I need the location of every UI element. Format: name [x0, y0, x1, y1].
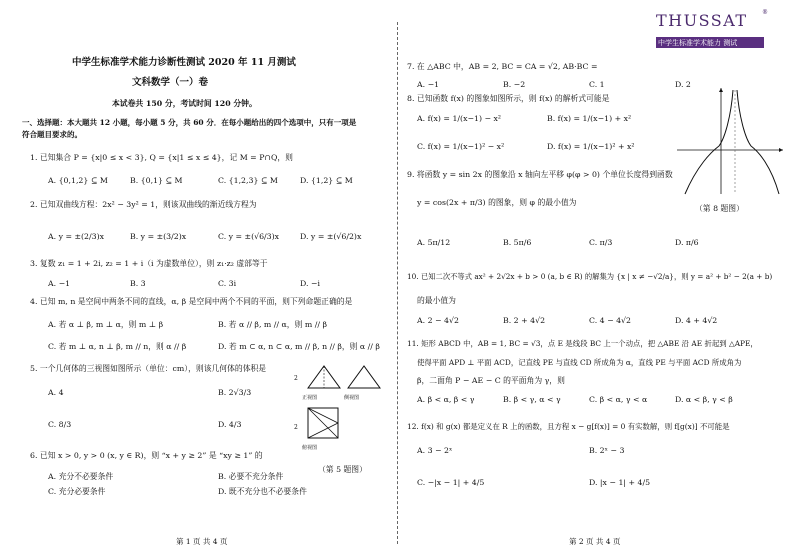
section-heading: 一、选择题：本大题共 12 小题，每小题 5 分，共 60 分．在每小题给出的四个选项中，只有一项是	[22, 118, 357, 127]
q8-option-b: B. f(x) = 1/(x−1) + x²	[547, 114, 632, 123]
question-3: 3. 复数 z₁ = 1 + 2i, z₂ = 1 + i（i 为虚数单位），则 z₁·z₂ 虚部等于	[30, 259, 268, 268]
q1-option-d: D. {1,2} ⊆ M	[300, 176, 353, 185]
question-10-cont: 的最小值为	[417, 296, 456, 305]
q1-option-a: A. {0,1,2} ⊆ M	[48, 176, 108, 185]
q7-option-c: C. 1	[589, 80, 605, 89]
q7-option-a: A. −1	[417, 80, 440, 89]
q9-option-a: A. 5π/12	[417, 238, 451, 247]
q3-option-b: B. 3	[130, 279, 146, 288]
q7-option-b: B. −2	[503, 80, 526, 89]
q3-option-c: C. 3i	[218, 279, 237, 288]
page-1-footer: 第 1 页 共 4 页	[176, 537, 228, 546]
question-11-cont: 使得平面 APD ⊥ 平面 ACD，记直线 PE 与直线 CD 所成角为 α，直线 PE 与平面 ACD 所成角为	[417, 358, 742, 367]
q9-option-b: B. 5π/6	[503, 238, 532, 247]
question-11-cont-2: β，二面角 P − AE − C 的平面角为 γ，则	[417, 376, 565, 385]
q8-option-a: A. f(x) = 1/(x−1) − x²	[417, 114, 502, 123]
q5-option-b: B. 2√3/3	[218, 388, 252, 397]
question-8: 8. 已知函数 f(x) 的图象如图所示，则 f(x) 的解析式可能是	[407, 94, 610, 103]
q11-option-a: A. β < α, β < γ	[417, 395, 475, 404]
q4-option-b: B. 若 α // β, m // α，则 m // β	[218, 320, 327, 329]
q3-option-a: A. −1	[48, 279, 71, 288]
q6-option-c: C. 充分必要条件	[48, 487, 106, 496]
q5-option-d: D. 4/3	[218, 420, 242, 429]
question-1: 1. 已知集合 P = {x|0 ≤ x < 3}, Q = {x|1 ≤ x ≤ 4}，记 M = P∩Q，则	[30, 153, 293, 162]
q5-option-a: A. 4	[48, 388, 64, 397]
q12-option-a: A. 3 − 2ˣ	[417, 446, 453, 455]
q5-side-view-label: 侧视图	[344, 395, 360, 401]
q11-option-b: B. β < γ, α < γ	[503, 395, 561, 404]
exam-info: 本试卷共 150 分，考试时间 120 分钟。	[112, 99, 257, 108]
q6-option-d: D. 既不充分也不必要条件	[218, 487, 307, 496]
q10-option-a: A. 2 − 4√2	[417, 316, 459, 325]
q1-option-c: C. {1,2,3} ⊆ M	[218, 176, 278, 185]
section-heading-cont: 符合题目要求的。	[22, 130, 82, 139]
question-4: 4. 已知 m, n 是空间中两条不同的直线，α, β 是空间中两个不同的平面，则下列命题正确的是	[30, 297, 353, 306]
q12-option-c: C. −|x − 1| + 4/5	[417, 478, 485, 487]
logo-subtitle: 中学生标准学术能力 测试	[658, 39, 738, 47]
question-5: 5. 一个几何体的三视图如图所示（单位：cm），则该几何体的体积是	[30, 364, 267, 373]
q10-option-b: B. 2 + 4√2	[503, 316, 546, 325]
q8-caption: （第 8 题图）	[695, 204, 744, 213]
q11-option-c: C. β < α, γ < α	[589, 395, 648, 404]
page-2-footer: 第 2 页 共 4 页	[569, 537, 621, 546]
q11-option-d: D. α < β, γ < β	[675, 395, 733, 404]
question-11: 11. 矩形 ABCD 中，AB = 1, BC = √3，点 E 是线段 BC 上一个动点，把 △ABE 沿 AE 折起到 △APE，	[407, 339, 758, 348]
q5-dimension-label: 2	[294, 375, 298, 382]
question-9: 9. 将函数 y = sin 2x 的图象沿 x 轴向左平移 φ(φ > 0) 个单位长度得到函数	[407, 170, 673, 179]
registered-mark: ®	[762, 9, 768, 16]
q12-option-b: B. 2ˣ − 3	[589, 446, 625, 455]
q4-option-c: C. 若 m ⊥ α, n ⊥ β, m // n，则 α // β	[48, 342, 187, 351]
question-2: 2. 已知双曲线方程：2x² − 3y² = 1，则该双曲线的渐近线方程为	[30, 200, 257, 209]
question-6: 6. 已知 x > 0, y > 0 (x, y ∈ R)，则 “x + y ≥ 2” 是 “xy ≥ 1” 的	[30, 451, 263, 460]
q6-option-a: A. 充分不必要条件	[48, 472, 114, 481]
question-10: 10. 已知二次不等式 ax² + 2√2x + b > 0 (a, b ∈ R) 的解集为 {x | x ≠ −√2/a}，则 y = a² + b² − 2(a + b)	[407, 272, 773, 281]
q2-option-c: C. y = ±(√6/3)x	[218, 232, 280, 241]
q5-three-view-figure	[290, 360, 390, 472]
question-7: 7. 在 △ABC 中，AB = 2, BC = CA = √2, AB·BC =	[407, 62, 598, 71]
q9-option-c: C. π/3	[589, 238, 613, 247]
q2-option-d: D. y = ±(√6/2)x	[300, 232, 362, 241]
q3-option-d: D. −i	[300, 279, 320, 288]
q4-option-d: D. 若 m ⊂ α, n ⊂ α, m // β, n // β，则 α // β	[218, 342, 380, 351]
exam-title: 中学生标准学术能力诊断性测试 2020 年 11 月测试	[72, 57, 296, 68]
q8-function-graph	[675, 86, 785, 198]
q1-option-b: B. {0,1} ⊆ M	[130, 176, 183, 185]
q5-front-view-label: 正视图	[302, 395, 318, 401]
q4-option-a: A. 若 α ⊥ β, m ⊥ α，则 m ⊥ β	[48, 320, 164, 329]
q10-option-d: D. 4 + 4√2	[675, 316, 718, 325]
q8-option-d: D. f(x) = 1/(x−1)² + x²	[547, 142, 635, 151]
exam-subtitle: 文科数学（一）卷	[132, 77, 209, 88]
q5-option-c: C. 8/3	[48, 420, 72, 429]
q8-option-c: C. f(x) = 1/(x−1)² − x²	[417, 142, 505, 151]
q5-top-view-label: 俯视图	[302, 445, 318, 451]
logo-text: THUSSAT	[656, 11, 748, 30]
q9-option-d: D. π/6	[675, 238, 699, 247]
q5-dimension-label-2: 2	[294, 424, 298, 431]
q2-option-a: A. y = ±(2/3)x	[48, 232, 105, 241]
q12-option-d: D. |x − 1| + 4/5	[589, 478, 651, 487]
question-9-cont: y = cos(2x + π/3) 的图象，则 φ 的最小值为	[417, 198, 577, 207]
q6-option-b: B. 必要不充分条件	[218, 472, 284, 481]
q2-option-b: B. y = ±(3/2)x	[130, 232, 187, 241]
q10-option-c: C. 4 − 4√2	[589, 316, 631, 325]
q7-option-d: D. 2	[675, 80, 691, 89]
q5-caption: （第 5 题图）	[318, 465, 367, 474]
right-page	[397, 0, 794, 558]
question-12: 12. f(x) 和 g(x) 都是定义在 R 上的函数，且方程 x − g[f(x)] = 0 有实数解，则 f[g(x)] 不可能是	[407, 422, 730, 431]
